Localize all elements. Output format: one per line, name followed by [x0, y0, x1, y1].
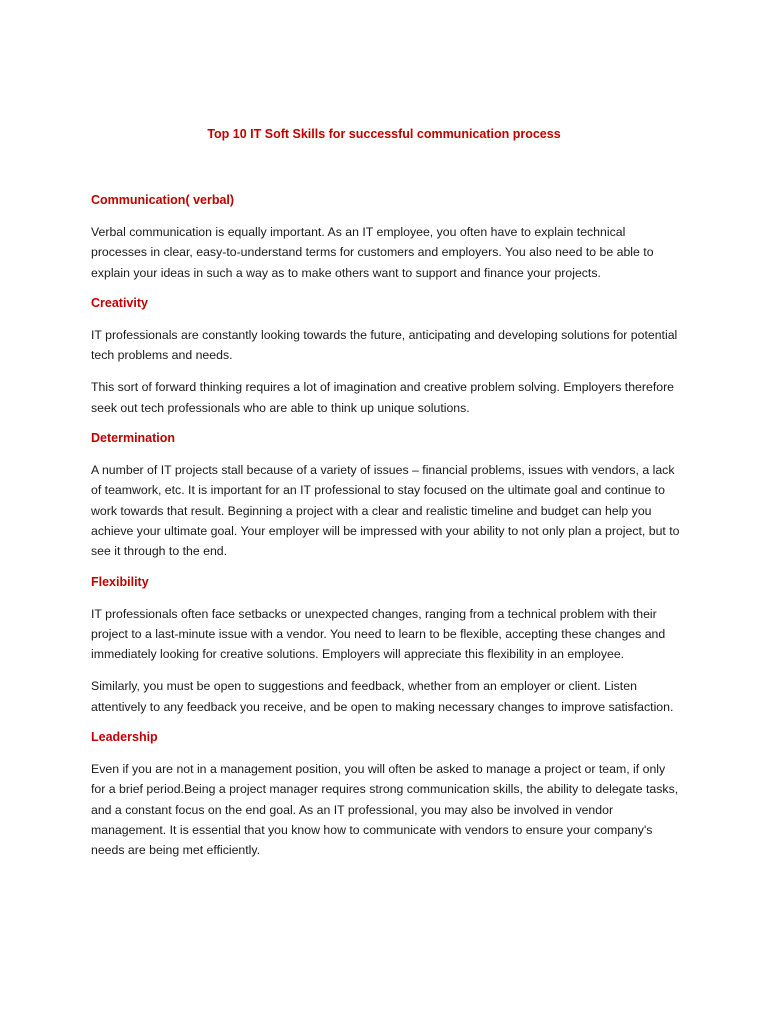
document-title: Top 10 IT Soft Skills for successful communication process	[207, 127, 561, 141]
section-creativity	[91, 295, 681, 418]
document-body	[91, 192, 681, 873]
section-heading: Creativity	[91, 295, 148, 310]
section-paragraph: A number of IT projects stall because of a variety of issues – financial problems, issues with vendors, a lack of teamwork, etc. It is important for an IT professional to stay focused on the ultimate goal and continue to work towards that result. Beginning a project with a clear and realistic timeline and budget can help you achieve your ultimate goal. Your employer will be impressed with your ability to not only plan a project, but to see it through to the end.	[91, 463, 680, 559]
section-leadership	[91, 729, 681, 860]
section-paragraph: Similarly, you must be open to suggestions and feedback, whether from an employer or client. Listen attentively to any feedback you receive, and be open to making necessary changes to improve satisfaction.	[91, 679, 674, 714]
section-paragraph: IT professionals often face setbacks or unexpected changes, ranging from a technical problem with their project to a last-minute issue with a vendor. You need to learn to be flexible, accepting these changes and immediately looking for creative solutions. Employers will appreciate this flexibility in an employee.	[91, 606, 666, 662]
section-paragraph: This sort of forward thinking requires a lot of imagination and creative problem solving. Employers therefore seek out tech professionals who are able to think up unique solutions.	[91, 380, 675, 415]
section-heading: Flexibility	[91, 574, 149, 589]
section-heading: Determination	[91, 431, 176, 446]
section-paragraph: Verbal communication is equally important. As an IT employee, you often have to explain technical processes in clear, easy-to-understand terms for customers and employers. You also need to be able to explain your ideas in such a way as to make others want to support and finance your projects.	[91, 225, 654, 280]
section-heading: Leadership	[91, 730, 158, 745]
section-communication	[91, 192, 681, 283]
section-determination	[91, 430, 681, 561]
section-paragraph: IT professionals are constantly looking towards the future, anticipating and developing solutions for potential tech problems and needs.	[91, 327, 678, 363]
section-flexibility	[91, 574, 681, 717]
section-heading: Communication( verbal)	[91, 193, 235, 207]
section-paragraph: Even if you are not in a management position, you will often be asked to manage a project or team, if only for a brief period.Being a project manager requires strong communication skills, the ability to delegate tasks, and a constant focus on the end goal. As an IT professional, you may also be involved in vendor management. It is essential that you know how to communicate with vendors to ensure your company's needs are being met efficiently.	[91, 762, 679, 858]
